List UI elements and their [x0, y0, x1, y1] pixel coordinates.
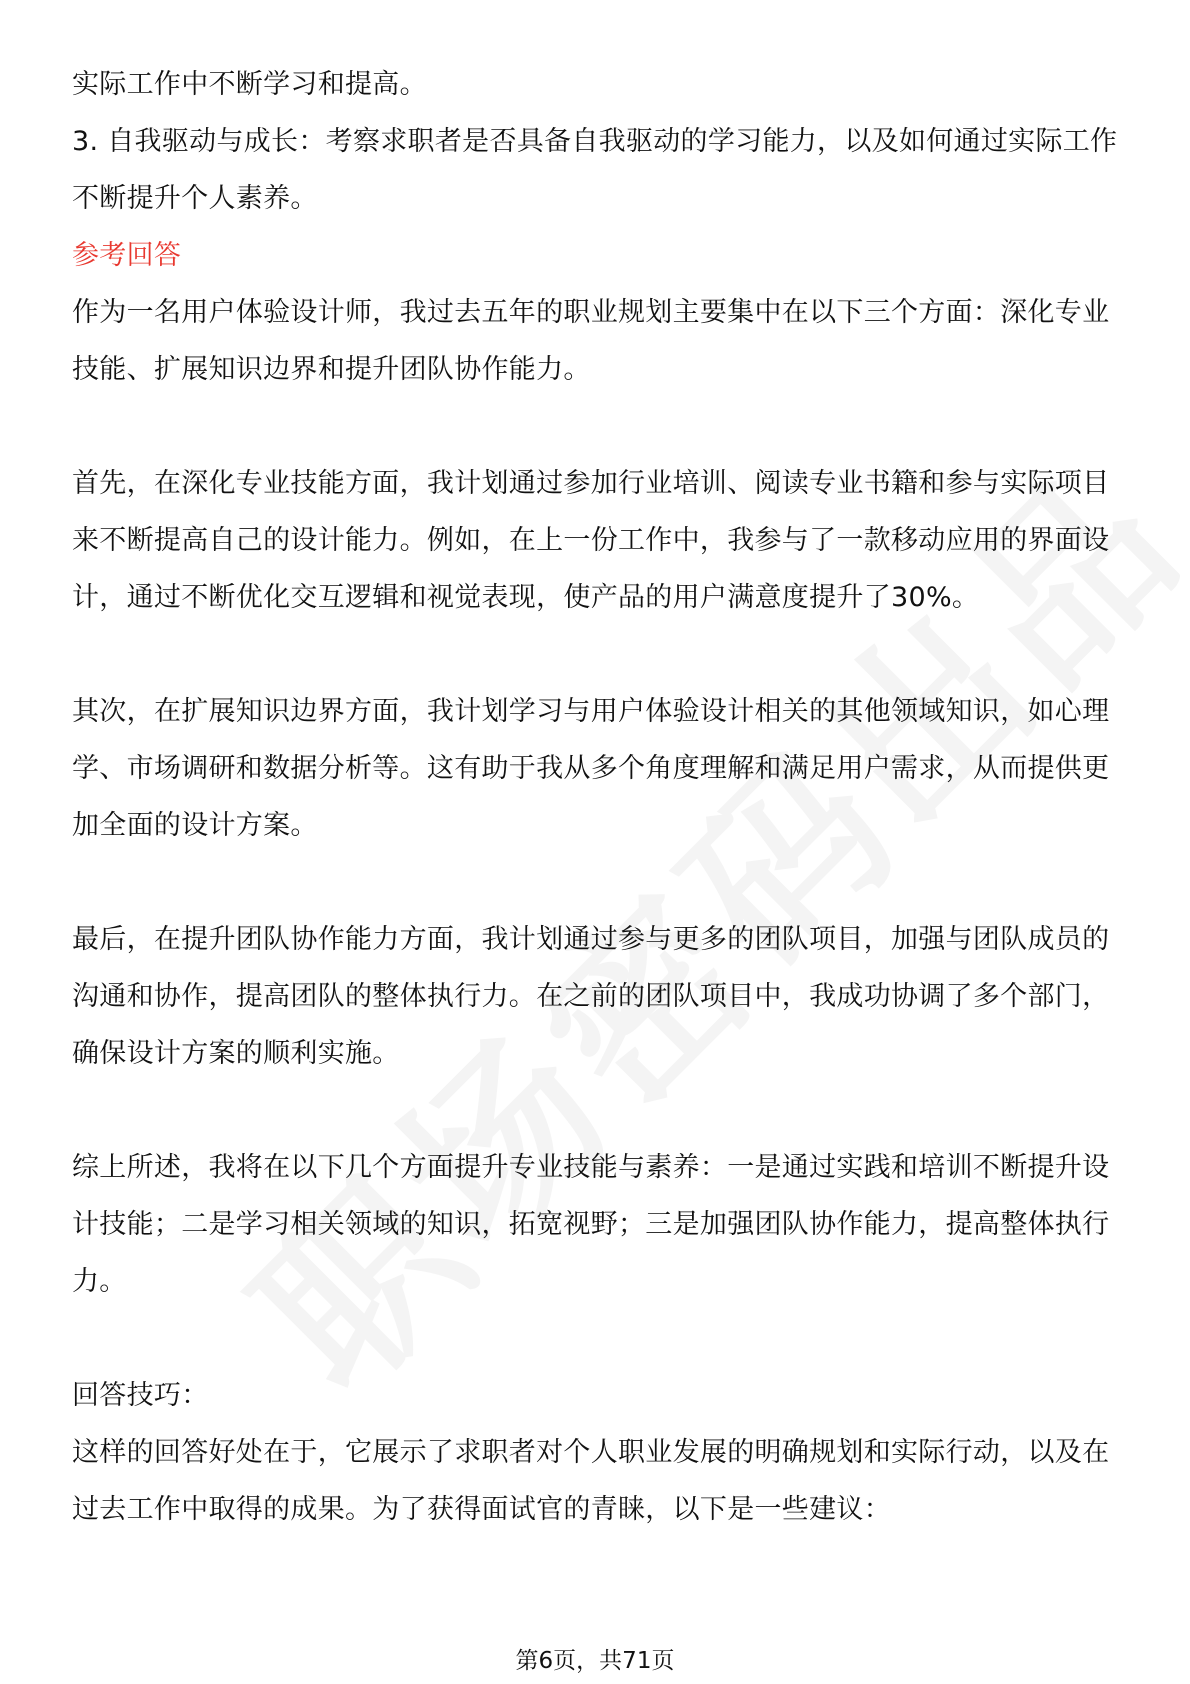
- paragraph-continuation: 实际工作中不断学习和提高。: [72, 69, 427, 100]
- paragraph-last: 最后，在提升团队协作能力方面，我计划通过参与更多的团队项目，加强与团队成员的沟通和协作，提高团队的整体执行力。在之前的团队项目中，我成功协调了多个部门，确保设计方案的顺利实施。: [72, 924, 1110, 1069]
- paragraph-gap: [72, 1310, 1118, 1367]
- page-number-footer: 第6页，共71页: [515, 1648, 675, 1674]
- document-body: [72, 56, 1118, 1538]
- paragraph-second: 其次，在扩展知识边界方面，我计划学习与用户体验设计相关的其他领域知识，如心理学、市场调研和数据分析等。这有助于我从多个角度理解和满足用户需求，从而提供更加全面的设计方案。: [72, 696, 1110, 841]
- paragraph-point-3: 3. 自我驱动与成长：考察求职者是否具备自我驱动的学习能力，以及如何通过实际工作不断提升个人素养。: [72, 126, 1118, 214]
- paragraph-gap: [72, 626, 1118, 683]
- paragraph-gap: [72, 398, 1118, 455]
- paragraph-intro: 作为一名用户体验设计师，我过去五年的职业规划主要集中在以下三个方面：深化专业技能、扩展知识边界和提升团队协作能力。: [72, 297, 1110, 385]
- paragraph-summary: 综上所述，我将在以下几个方面提升专业技能与素养：一是通过实践和培训不断提升设计技能；二是学习相关领域的知识，拓宽视野；三是加强团队协作能力，提高整体执行力。: [72, 1152, 1110, 1297]
- paragraph-gap: [72, 854, 1118, 911]
- paragraph-first: 首先，在深化专业技能方面，我计划通过参加行业培训、阅读专业书籍和参与实际项目来不断提高自己的设计能力。例如，在上一份工作中，我参与了一款移动应用的界面设计，通过不断优化交互逻辑和视觉表现，使产品的用户满意度提升了30%。: [72, 468, 1110, 613]
- section-label-answer-tips: 回答技巧：: [72, 1380, 209, 1411]
- section-heading-reference-answer: 参考回答: [72, 240, 182, 271]
- paragraph-tips: 这样的回答好处在于，它展示了求职者对个人职业发展的明确规划和实际行动，以及在过去工作中取得的成果。为了获得面试官的青睐，以下是一些建议：: [72, 1437, 1110, 1525]
- paragraph-gap: [72, 1082, 1118, 1139]
